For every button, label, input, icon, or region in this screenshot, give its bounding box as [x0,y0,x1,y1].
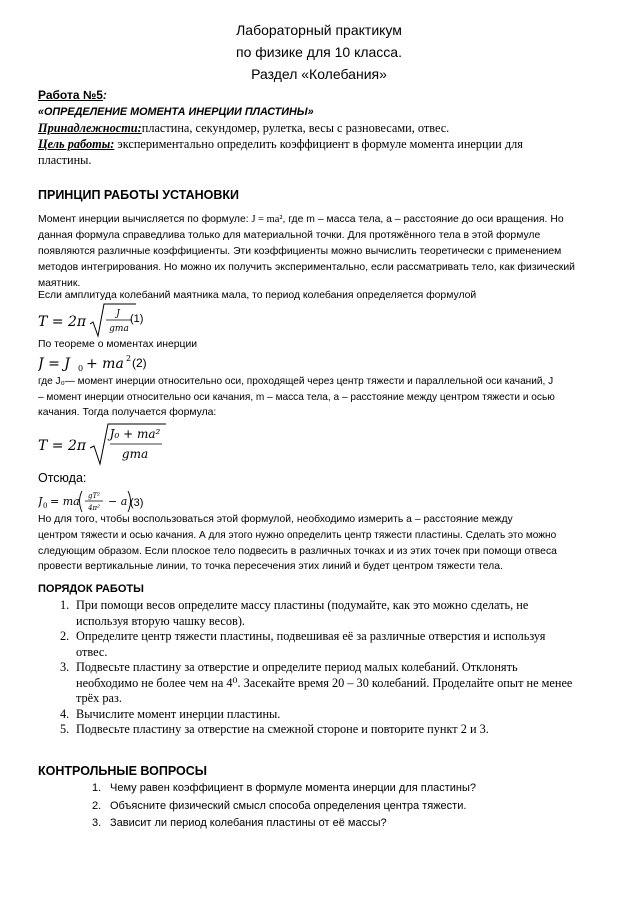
step-line: Подвесьте пластину за отверстие на смежной стороне и повторите пункт 2 и 3. [76,722,489,736]
question-number: 2. [92,799,102,812]
equation-1-label: (1) [130,313,144,325]
principle-p1-line4: методов интегрирования. Но можно их получить экспериментально, если рассматривать тело, как физический [38,262,575,273]
questions-heading: КОНТРОЛЬНЫЕ ВОПРОСЫ [38,764,208,778]
equation-3-label: (3) [130,497,144,509]
principle-heading: ПРИНЦИП РАБОТЫ УСТАНОВКИ [38,188,239,202]
work-number [38,88,107,102]
question-text: Зависит ли период колебания пластины от её массы? [110,817,387,829]
svg-text:= ma: = ma [50,495,80,508]
equation-period [38,420,178,471]
work-title: «ОПРЕДЕЛЕНИЕ МОМЕНТА ИНЕРЦИИ ПЛАСТИНЫ» [38,106,314,118]
svg-text:0: 0 [43,502,48,510]
step-line: используя вторую чашку весов). [76,613,245,628]
step-line: Подвесьте пластину за отверстие и определите период малых колебаний. Отклонять [76,660,518,674]
principle-p2: Если амплитуда колебаний маятника мала, то период колебания определяется формулой [38,290,477,301]
question-item [92,798,592,816]
step-line: Определите центр тяжести пластины, подвешивая её за различные отверстия и используя [76,629,546,643]
procedure-step [38,629,588,660]
principle-p4-line3: качания. Тогда получается формула: [38,407,217,418]
procedure-steps [38,598,588,738]
procedure-step [38,722,588,738]
svg-text:gma: gma [109,324,129,334]
step-line: трёх раз. [76,691,122,705]
svg-text:+ ma: + ma [86,356,124,372]
principle-p1-line2: данная формула справедлива только для материальной точки. Для протяжённого тела в этой формуле [38,230,541,241]
procedure-step [38,598,588,629]
principle-p5-line1: Но для того, чтобы воспользоваться этой формулой, необходимо измерить a – расстояние между [38,514,513,525]
principle-p4-line2: – момент инерции относительно оси качания, m – масса тела, a – расстояние между центром тяжести и осью [38,392,555,403]
procedure-step [38,707,588,723]
question-item [92,815,592,833]
equipment-line [38,121,449,136]
svg-text:4π²: 4π² [88,504,100,512]
svg-text:− a: − a [108,495,128,508]
question-number: 3. [92,817,102,829]
principle-p5-line4: провести вертикальные линии, то точка пересечения этих линий и будет центром тяжести тела. [38,561,503,572]
svg-text:2: 2 [126,354,132,363]
step-number: 5. [60,722,70,736]
goal-line [38,137,523,152]
procedure-heading: ПОРЯДОК РАБОТЫ [38,583,144,595]
principle-p5-line3: следующим образом. Если плоское тело подвесить в различных точках и из этих точек при помощи отвеса [38,546,557,557]
equation-period-svg [38,420,178,466]
question-item [92,780,592,798]
question-text: Чему равен коэффициент в формуле момента инерции для пластины? [110,782,477,794]
step-line: необходимо не более чем на 4⁰. Засекайте время 20 – 30 колебаний. Проделайте опыт не менее [76,675,573,690]
question-number: 1. [92,782,102,794]
principle-p1-line3: появляются различные коэффициенты. Эти коэффициенты можно вычислить теоретически с применением [38,246,562,257]
principle-p4-line1: где J₀— момент инерции относительно оси, проходящей через центр тяжести и параллельной оси качаний, J [38,376,554,387]
svg-text:J: J [116,309,120,319]
questions-list [92,780,592,833]
principle-p3: По теореме о моментах инерции [38,339,198,350]
svg-text:J: J [38,495,43,508]
p1-text-b: , где m – масса тела, a – расстояние до оси вращения. Но [282,214,564,225]
step-line: Вычислите момент инерции пластины. [76,706,281,721]
work-number-label: Работа №5 [38,88,103,102]
work-number-colon: : [102,88,107,102]
goal-text-2: пластины. [38,153,92,167]
header-line-2: по физике для 10 класса. [236,44,402,60]
step-number: 2. [60,629,70,643]
procedure-step [38,660,588,707]
hence-label: Отсюда: [38,471,87,485]
principle-p1-line5: маятник. [38,278,81,289]
svg-text:J = J: J = J [38,356,70,372]
equipment-text: пластина, секундомер, рулетка, весы с разновесами, отвес. [141,121,450,135]
principle-p5-line2: центром тяжести и осью качания. А для этого нужно определить центр тяжести пластины. Сделать это можно [38,530,557,541]
goal-text-1: экспериментально определить коэффициент в формуле момента инерции для [114,137,523,151]
goal-label: Цель работы: [38,137,115,151]
svg-text:0: 0 [78,364,84,373]
svg-text:J₀ + ma²: J₀ + ma² [109,427,161,441]
step-line: При помощи весов определите массу пластины (подумайте, как это можно сделать, не [76,598,529,612]
question-text: Объясните физический смысл способа определения центра тяжести. [110,799,467,812]
principle-p1-line1 [38,213,564,226]
p1-formula: J = ma² [251,214,283,225]
header-line-1: Лабораторный практикум [236,22,402,38]
step-number: 4. [60,706,70,721]
equation-2-svg [38,352,178,374]
svg-text:gma: gma [121,447,149,461]
header-line-3: Раздел «Колебания» [251,66,387,82]
step-line: отвес. [76,644,108,659]
step-number: 3. [60,660,70,674]
equation-2-label: (2) [132,356,147,370]
step-number: 1. [60,598,70,612]
p1-text-a: Момент инерции вычисляется по формуле: [38,214,252,225]
svg-text:T = 2π: T = 2π [38,438,87,454]
svg-text:T = 2π: T = 2π [38,314,87,330]
equipment-label: Принадлежности: [38,121,142,135]
svg-text:gT²: gT² [88,492,100,500]
